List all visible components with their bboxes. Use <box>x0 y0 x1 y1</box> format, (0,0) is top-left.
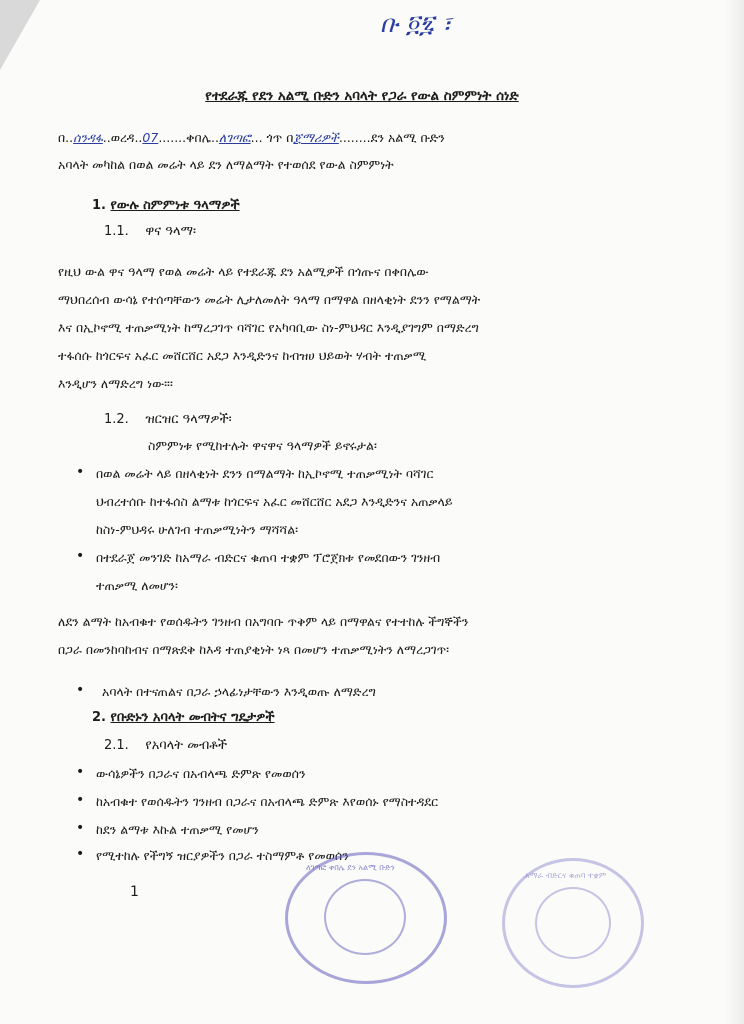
zone-fill: ሰንዳፋ <box>73 130 103 145</box>
folded-corner <box>0 0 40 70</box>
objective-line: በወል መሬት ላይ በዘላቂነት ደንን በማልማት ከኢኮኖሚ ተጠቃሚነት ባሻገር <box>96 466 434 481</box>
bullet-icon: • <box>76 548 85 564</box>
objective-line: ህብረተሰቡ ከተፋሰስ ልማቱ ከጎርፍና አፈር መሸርሸር አደጋ እንዲድንና አጠቃላይ <box>96 494 453 509</box>
paragraph-line: ለደን ልማት ከአብቁተ የወሰዱትን ገንዘብ በአግባቡ ጥቅም ላይ በማዋልና የተተከሉ ችግኞችን <box>58 614 469 629</box>
bullet-icon: • <box>76 820 85 836</box>
page-number: 1 <box>130 884 139 900</box>
main-goal-line: የዚህ ውል ዋና ዓላማ የወል መሬት ላይ የተደራጁ ደን አልሚዎች በጎጡና በቀበሌው <box>58 264 429 279</box>
intro-line-1: በ..ሰንዳፋ..ወረዳ..07.......ቀበሌ..ለገጣፎ... ጎጥ በጀማሪዎች........ደን አልሚ ቡድን <box>58 130 445 145</box>
main-goal-line: እንዲሆን ለማድረግ ነው፡፡፡ <box>58 376 173 391</box>
wereda-fill: 07 <box>142 130 159 145</box>
official-stamp-left <box>285 852 447 984</box>
objective-line: በተደራጀ መንገድ ከአማራ ብድርና ቁጠባ ተቋም ፕሮጀክቱ የመደበውን ገንዘብ <box>96 550 441 565</box>
handwritten-header: ቡ ፬፯ ፣ <box>380 10 452 38</box>
right-item: የሚተከሉ የችግኝ ዝርያዎችን በጋራ ተስማምቶ የመወሰን <box>96 848 349 863</box>
main-goal-line: እና በኢኮኖሚ ተጠቃሚነት ከማረጋገጥ ባሻገር የአካባቢው ስነ-ምህዳር እንዲያገግም በማድረግ <box>58 320 479 335</box>
stamp-inner-ring <box>535 887 611 959</box>
right-item: ከደን ልማቱ እኩል ተጠቃሚ የመሆን <box>96 822 259 837</box>
kebele-fill: ለገጣፎ <box>218 130 251 145</box>
bullet-icon: • <box>76 682 85 698</box>
bullet-icon: • <box>76 846 85 862</box>
page-edge-shadow <box>724 0 744 1024</box>
got-fill: ጀማሪዎች <box>293 130 339 145</box>
document-title: የተደራጁ የደን አልሚ ቡድን አባላት የጋራ የውል ስምምነት ሰነድ <box>205 88 519 104</box>
section2-heading: 2. የቡድኑን አባላት መብትና ግዴታዎች <box>92 710 275 725</box>
bullet-icon: • <box>76 464 85 480</box>
bullet-icon: • <box>76 792 85 808</box>
objective-line: ተጠቃሚ ለመሆን፡ <box>96 578 178 593</box>
final-bullet: አባላት በተናጠልና በጋራ ኃላፊነታቸውን እንዲወጡ ለማድረግ <box>102 684 376 699</box>
stamp-inner-ring <box>324 879 406 955</box>
right-item: ከአብቁተ የወሰዱትን ገንዘብ በጋራና በአብላጫ ድምጽ እየወሰኑ የማስተዳደር <box>96 794 439 809</box>
section2-1-heading: 2.1. የአባላት መብቶች <box>104 738 228 753</box>
section1-heading: 1. የውሉ ስምምነቱ ዓላማዎች <box>92 198 240 213</box>
main-goal-line: ማህበረሰብ ውሳኔ የተሰጣቸውን መሬት ሊታለመለት ዓላማ በማዋል በዘላቂነት ደንን የማልማት <box>58 292 481 307</box>
stamp-right-text: አማራ ብድርና ቁጠባ ተቋም <box>525 871 607 880</box>
objective-line: ከስነ-ምህዳሩ ሁለገብ ተጠቃሚነትን ማሻሻል፡ <box>96 522 299 537</box>
right-item: ውሳኔዎችን በጋራና በአብላጫ ድምጽ የመወሰን <box>96 766 306 781</box>
section1-2-heading: 1.2. ዝርዝር ዓላማዎች፡ <box>104 412 232 427</box>
intro-line-2: አባላት መካከል በወል መሬት ላይ ደን ለማልማት የተወሰደ የውል ስምምነት <box>58 157 394 172</box>
paragraph-line: በጋራ በመንከባከብና በማጽደቅ ከእዳ ተጠያቂነት ነጻ በመሆን ተጠቃሚነትን ለማረጋገጥ፡ <box>58 642 450 657</box>
section1-2-intro: ስምምነቱ የሚከተሉት ዋናዋና ዓላማዎች ይኖሩታል፡ <box>148 438 377 453</box>
bullet-icon: • <box>76 764 85 780</box>
official-stamp-right <box>502 858 644 988</box>
stamp-left-text: ለገጣፎ ቀበሌ ደን አልሚ ቡድን <box>306 863 395 872</box>
main-goal-line: ተፋሰሱ ከጎርፍና አፈር መሸርሸር አደጋ እንዲድንና ከብዝሀ ህይወት ሃብት ተጠቃሚ <box>58 348 427 363</box>
section1-1-heading: 1.1. ዋና ዓላማ፡ <box>104 224 197 239</box>
